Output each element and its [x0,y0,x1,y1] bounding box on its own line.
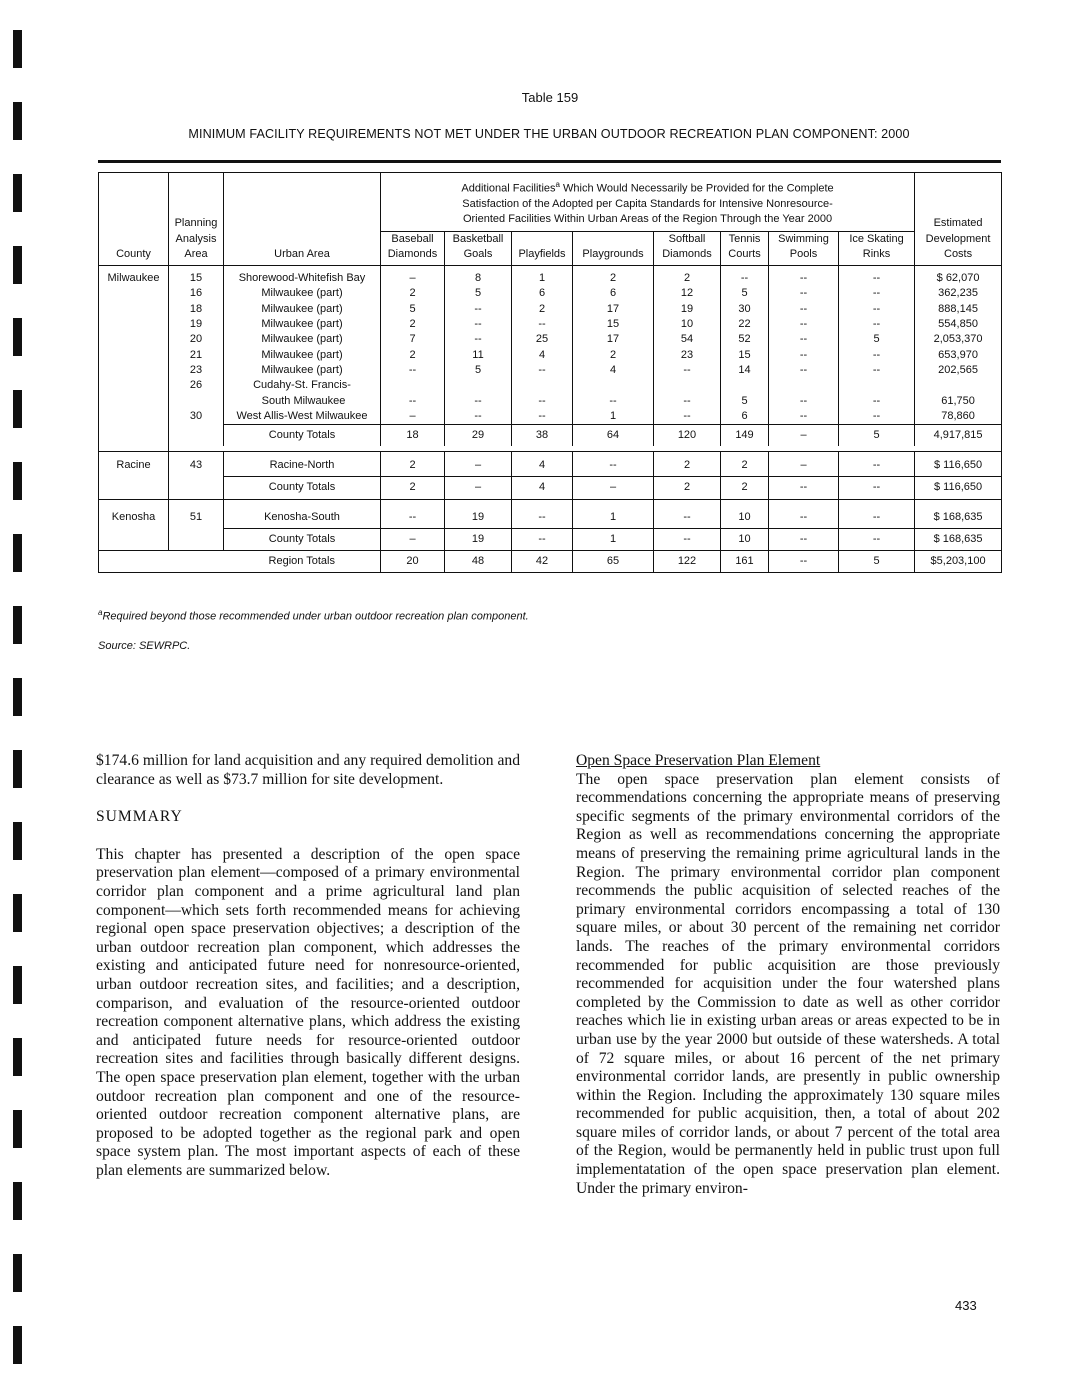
table-row: Racine 43 Racine-North 2 – 4 -- 2 2 – -- $ 116,650 [99,451,1002,476]
county-totals-row: County Totals 2 – 4 – 2 2 -- -- $ 116,650 [99,477,1002,499]
binder-marks [13,0,23,1380]
binder-mark [13,1254,22,1292]
binder-mark [13,534,22,572]
header-county: County [99,173,169,266]
binder-mark [13,462,22,500]
binder-mark [13,1182,22,1220]
table-row: 19 Milwaukee (part) 2 -- -- 15 10 22 -- -- 554,850 [99,317,1002,332]
facility-requirements-table [98,172,1002,573]
region-totals-row: Region Totals 20 48 42 65 122 161 -- 5 $5,203,100 [99,551,1002,573]
left-column [96,752,520,1180]
binder-mark [13,390,22,428]
summary-heading: SUMMARY [96,808,183,826]
binder-mark [13,822,22,860]
table-caption: MINIMUM FACILITY REQUIREMENTS NOT MET UNDER THE URBAN OUTDOOR RECREATION PLAN COMPONENT: 2000 [188,127,910,141]
right-column [576,752,1000,1198]
table-row: 26 Cudahy-St. Francis- South Milwaukee -- -- -- -- -- 5 -- -- 61,750 [99,378,1002,409]
page-number: 433 [955,1298,977,1313]
section-paragraph: The open space preservation plan element consists of recommendations concerning the appropriate means of preserving specific segments of the primary environmental corridors of the Region as well as recommendations concerning the appropriate means of preserving the remaining prime agricultural lands in the Region. The primary environmental corridor plan component recommends the public acquisition of selected reaches of the primary environmental corridors encompassing a total of 130 square miles, or about 30 percent of the remaining net corridor lands. The reaches of the primary environmental corridors recommended for public acquisition are those previously recommended for acquisition under the four watershed plans completed by the Commission to date as well as other corridor reaches which lie in existing urban areas or areas expected to be in urban use by the year 2000 but outside of these watersheds. A total of 72 square miles, or about 16 percent of the net primary environmental corridor lands, are presently in public ownership within the Region. Including the approximately 130 square miles recommended for public acquisition, then, a total of about 202 square miles of corridor lands, or about 7 percent of the total area of the Region, would be permanently held in public trust upon full implementatation of the open space preservation plan element. Under the primary environ- [576,770,1000,1197]
table-footnote: $^a$Required beyond those recommended under urban outdoor recreation plan component. [98,608,529,623]
table-row: 30 West Allis-West Milwaukee – -- -- 1 -- 6 -- -- 78,860 [99,409,1002,425]
binder-mark [13,174,22,212]
county-totals-row: County Totals – 19 -- 1 -- 10 -- -- $ 168,635 [99,528,1002,550]
binder-mark [13,1038,22,1076]
table-row: 18 Milwaukee (part) 5 -- 2 17 19 30 -- -- 888,145 [99,302,1002,317]
binder-mark [13,102,22,140]
table-row: 23 Milwaukee (part) -- 5 -- 4 -- 14 -- -- 202,565 [99,363,1002,378]
county-racine: Racine [99,451,169,499]
binder-mark [13,318,22,356]
caption-rule [98,160,1001,163]
header-planning-area: Planning Analysis Area [169,173,224,266]
binder-mark [13,1326,22,1364]
header-softball: Softball Diamonds [654,231,721,266]
intro-paragraph: $174.6 million for land acquisition and any required demolition and clearance as well as $73.7 million for site development. [96,752,520,788]
binder-mark [13,894,22,932]
header-urban-area: Urban Area [224,173,381,266]
header-basketball: Basketball Goals [445,231,512,266]
binder-mark [13,30,22,68]
header-additional-facilities: Additional Facilities$^a$ Which Would Necessarily be Provided for the Complete Satisfaction of the Adopted per Capita Standards for Intensive Nonresource- Oriented Facilities Within Urban Areas of the Region Through the Year 2000 [381,173,915,232]
header-tennis: Tennis Courts [721,231,769,266]
table-row: Milwaukee 15 Shorewood-Whitefish Bay – 8 1 2 2 -- -- -- $ 62,070 [99,266,1002,287]
table-source: Source: SEWRPC. [98,640,191,652]
binder-mark [13,246,22,284]
binder-mark [13,678,22,716]
county-milwaukee: Milwaukee [99,266,169,452]
binder-mark [13,750,22,788]
table-row: 21 Milwaukee (part) 2 11 4 2 23 15 -- -- 653,970 [99,348,1002,363]
binder-mark [13,966,22,1004]
header-ice-skating: Ice Skating Rinks [839,231,915,266]
county-kenosha: Kenosha [99,499,169,551]
table-row: 16 Milwaukee (part) 2 5 6 6 12 5 -- -- 362,235 [99,286,1002,301]
section-heading: Open Space Preservation Plan Element [576,752,821,769]
county-totals-row: County Totals 18 29 38 64 120 149 – 5 4,917,815 [99,425,1002,447]
header-baseball: Baseball Diamonds [381,231,445,266]
summary-paragraph: This chapter has presented a description of the open space preservation plan element—composed of a primary environmental corridor plan component and a prime agricultural land plan component—which sets forth recommended means for achieving regional open space preservation objectives; a description of the urban outdoor recreation plan component, which addresses the existing and anticipated future need for nonresource-oriented, urban outdoor recreation sites, and facilities; and a description, comparison, and evaluation of the resource-oriented outdoor recreation component alternative plans, which address the existing and anticipated future needs for resource-oriented outdoor recreation sites and facilities through basically different designs. The open space preservation plan element, together with the urban outdoor recreation plan component and one of the resource-oriented outdoor recreation component alternative plans, are proposed to be adopted together as the regional park and open space system plan. The most important aspects of each of these plan elements are summarized below. [96,845,520,1179]
binder-mark [13,1110,22,1148]
table-number: Table 159 [521,90,579,105]
binder-mark [13,606,22,644]
header-swimming: Swimming Pools [769,231,839,266]
table-row: 20 Milwaukee (part) 7 -- 25 17 54 52 -- 5 2,053,370 [99,332,1002,347]
header-playfields: Playfields [512,231,573,266]
header-playgrounds: Playgrounds [573,231,654,266]
table-row: Kenosha 51 Kenosha-South -- 19 -- 1 -- 10 -- -- $ 168,635 [99,499,1002,528]
header-estimated-costs: Estimated Development Costs [915,173,1002,266]
